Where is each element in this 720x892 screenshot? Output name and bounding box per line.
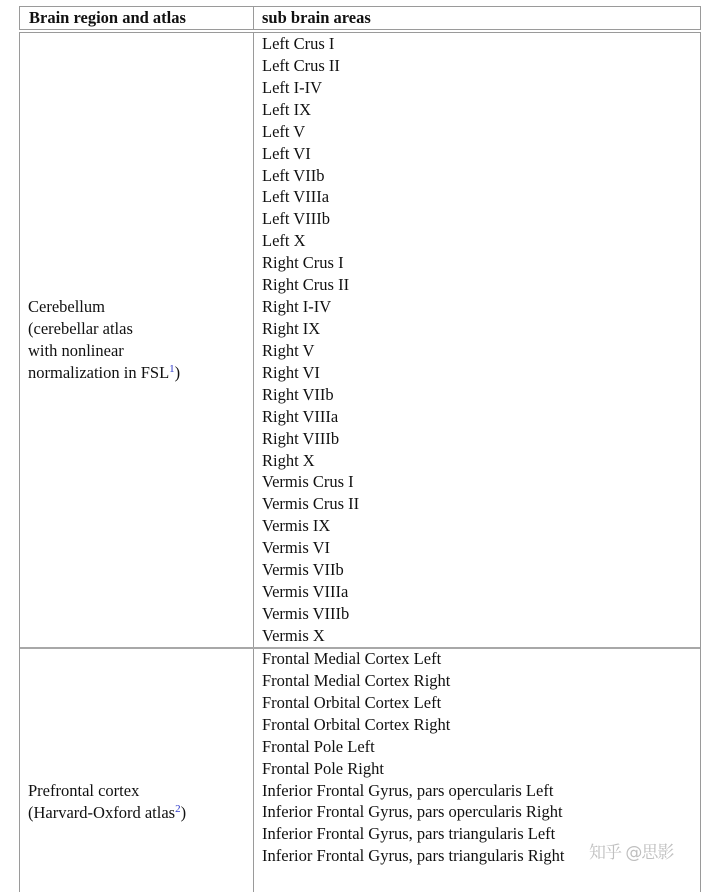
sub-area-item: Inferior Frontal Gyrus, pars opercularis Left [262,780,554,800]
table-body [19,32,701,892]
footnote-link[interactable]: 2 [175,802,181,815]
sub-area-item: Vermis X [262,625,325,645]
sub-area-item: Right VI [262,362,320,382]
column-divider [253,33,254,892]
sub-area-item: Frontal Pole Right [262,758,384,778]
sub-area-item: Left I-IV [262,77,323,97]
sub-area-item: Frontal Medial Cortex Left [262,649,442,668]
region-tail: ) [174,362,181,382]
region-cerebellum [28,296,180,384]
region-line: normalization in FSL [28,362,170,382]
sub-area-item: Vermis Crus I [262,472,354,492]
sub-area-item: Right IX [262,318,321,338]
sub-area-item: Left IX [262,99,312,119]
sub-area-item: Right VIIb [262,384,334,404]
header-column-divider [253,7,254,29]
region-prefrontal [28,780,186,824]
prefrontal-areas-list [262,648,564,867]
sub-area-item: Frontal Orbital Cortex Left [262,692,442,712]
region-tail: ) [180,802,187,822]
sub-area-item: Left Crus I [262,34,335,53]
sub-area-item: Left VIIb [262,165,325,185]
sub-area-item: Vermis Crus II [262,494,360,514]
region-line-last [28,362,180,384]
sub-area-item: Left V [262,121,306,141]
sub-area-item: Right I-IV [262,297,332,317]
watermark: 知乎 @思影 [589,843,674,863]
sub-area-item: Vermis VIIIa [262,582,349,602]
sub-area-item: Left X [262,231,306,251]
sub-area-item: Vermis VIIIb [262,603,350,623]
sub-area-item: Left VIIIb [262,209,330,229]
sub-area-item: Inferior Frontal Gyrus, pars opercularis Right [262,802,563,822]
sub-area-item: Right V [262,340,315,360]
sub-area-item: Frontal Orbital Cortex Right [262,714,451,734]
sub-area-item: Inferior Frontal Gyrus, pars triangularis Left [262,824,556,844]
sub-area-item: Left VI [262,143,311,163]
sub-area-item: Right Crus I [262,253,344,273]
header-brain-region: Brain region and atlas [29,8,186,27]
sub-area-item: Left VIIIa [262,187,330,207]
sub-area-item: Right X [262,450,315,470]
sub-area-item: Inferior Frontal Gyrus, pars triangularis Right [262,846,565,866]
sub-area-item: Left Crus II [262,55,340,75]
table-header [19,6,701,30]
sub-area-item: Vermis VI [262,538,330,558]
region-line: (Harvard-Oxford atlas [28,802,176,822]
region-line: Cerebellum [28,297,105,316]
region-line: with nonlinear [28,340,124,360]
sub-area-item: Right Crus II [262,275,350,295]
footnote-link[interactable]: 1 [169,362,175,375]
sub-area-item: Right VIIIb [262,428,340,448]
sub-area-item: Right VIIIa [262,406,339,426]
header-sub-areas: sub brain areas [262,8,371,27]
sub-area-item: Vermis IX [262,516,331,536]
region-line: (cerebellar atlas [28,318,133,338]
cerebellum-areas-list [262,33,359,647]
region-line-last [28,802,186,824]
sub-area-item: Frontal Medial Cortex Right [262,670,451,690]
sub-area-item: Vermis VIIb [262,560,344,580]
region-line: Prefrontal cortex [28,781,140,800]
sub-area-item: Frontal Pole Left [262,736,375,756]
